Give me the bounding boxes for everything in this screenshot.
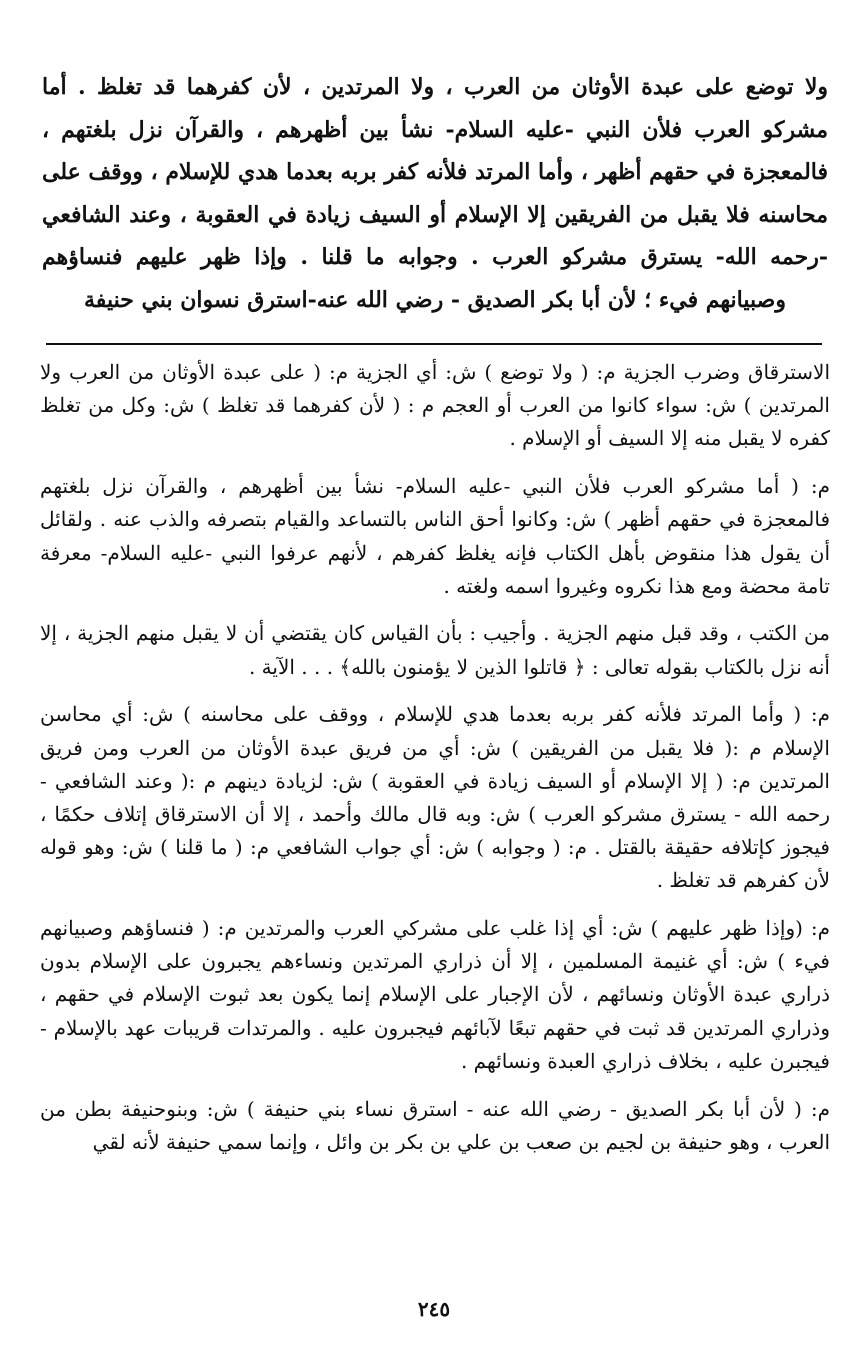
commentary-paragraph: م: ( أما مشركو العرب فلأن النبي -عليه السلام- نشأ بين أظهرهم ، والقرآن نزل بلغتهم فالمعجزة في حقهم أظهر ) ش: وكانوا أحق الناس بالتساعد والقيام بتصرفه والذب عنه . ولقائل أن يقول هذا منقوض بأهل الكتاب فإنه يغلظ كفرهم ، لأنهم عرفوا النبي -عليه السلام- معرفة تامة محضة ومع هذا نكروه وغيروا اسمه ولغته . — [40, 474, 830, 598]
commentary — [40, 356, 830, 1173]
commentary-paragraph: من الكتب ، وقد قبل منهم الجزية . وأجيب : بأن القياس كان يقتضي أن لا يقبل منهم الجزية ، إلا أنه نزل بالكتاب بقوله تعالى : ﴿ قاتلوا الذين لا يؤمنون بالله﴾ . . . الآية . — [40, 621, 830, 679]
commentary-paragraph: م: (وإذا ظهر عليهم ) ش: أي إذا غلب على مشركي العرب والمرتدين م: ( فنساؤهم وصبيانهم فيء ) ش: أي غنيمة المسلمين ، إلا أن ذراري المرتدين ونساءهم يجبرون على الإسلام بدون ذراري عبدة الأوثان ونسائهم ، لأن الإجبار على الإسلام إنما يكون بعد ثبوت الإسلام في حقهم ، وذراري المرتدين قد ثبت في حقهم تبعًا لآبائهم فيجبرون عليه . والمرتدات قريبات عهد بالإسلام - فيجبرن عليه ، بخلاف ذراري العبدة ونسائهم . — [40, 916, 830, 1073]
commentary-paragraph: الاسترقاق وضرب الجزية م: ( ولا توضع ) ش: أي الجزية م: ( على عبدة الأوثان من العرب ولا المرتدين ) ش: سواء كانوا من العرب أو العجم م : ( لأن كفرهما قد تغلظ ) ش: وكل من تغلظ كفره لا يقبل منه إلا السيف أو الإسلام . — [40, 360, 830, 451]
separator-rule — [46, 343, 822, 345]
commentary-paragraph: م: ( وأما المرتد فلأنه كفر بربه بعدما هدي للإسلام ، ووقف على محاسنه ) ش: أي محاسن الإسلام م :( فلا يقبل من الفريقين ) ش: أي من فريق عبدة الأوثان من العرب ومن فريق المرتدين م: ( إلا الإسلام أو السيف زيادة في العقوبة ) ش: لزيادة دينهم م :( وعند الشافعي - رحمه الله - يسترق مشركو العرب ) ش: وبه قال مالك وأحمد ، إلا أن الاسترقاق إتلاف حكمًا ، فيجوز كإتلافه حقيقة بالقتل . م: ( وجوابه ) ش: أي جواب الشافعي م: ( ما قلنا ) ش: وهو قوله لأن كفرهم قد تغلظ . — [40, 702, 830, 893]
page-number: ٢٤٥ — [417, 1297, 451, 1321]
commentary-paragraph: م: ( لأن أبا بكر الصديق - رضي الله عنه - استرق نساء بني حنيفة ) ش: وبنوحنيفة بطن من العرب ، وهو حنيفة بن لجيم بن صعب بن علي بن بكر بن وائل ، وإنما سمي حنيفة لأنه لقي — [40, 1096, 830, 1154]
main-text-paragraph: ولا توضع على عبدة الأوثان من العرب ، ولا المرتدين ، لأن كفرهما قد تغلظ . أما مشركو العرب فلأن النبي -عليه السلام- نشأ بين أظهرهم ، والقرآن نزل بلغتهم ، فالمعجزة في حقهم أظهر ، وأما المرتد فلأنه كفر بربه بعدما هدي للإسلام ، ووقف على محاسنه فلا يقبل من الفريقين إلا الإسلام أو السيف زيادة في العقوبة ، وعند الشافعي -رحمه الله- يسترق مشركو العرب . وجوابه ما قلنا . وإذا ظهر عليهم فنساؤهم وصبيانهم فيء ؛ لأن أبا بكر الصديق - رضي الله عنه-استرق نسوان بني حنيفة — [42, 74, 828, 313]
main-text — [42, 66, 828, 321]
